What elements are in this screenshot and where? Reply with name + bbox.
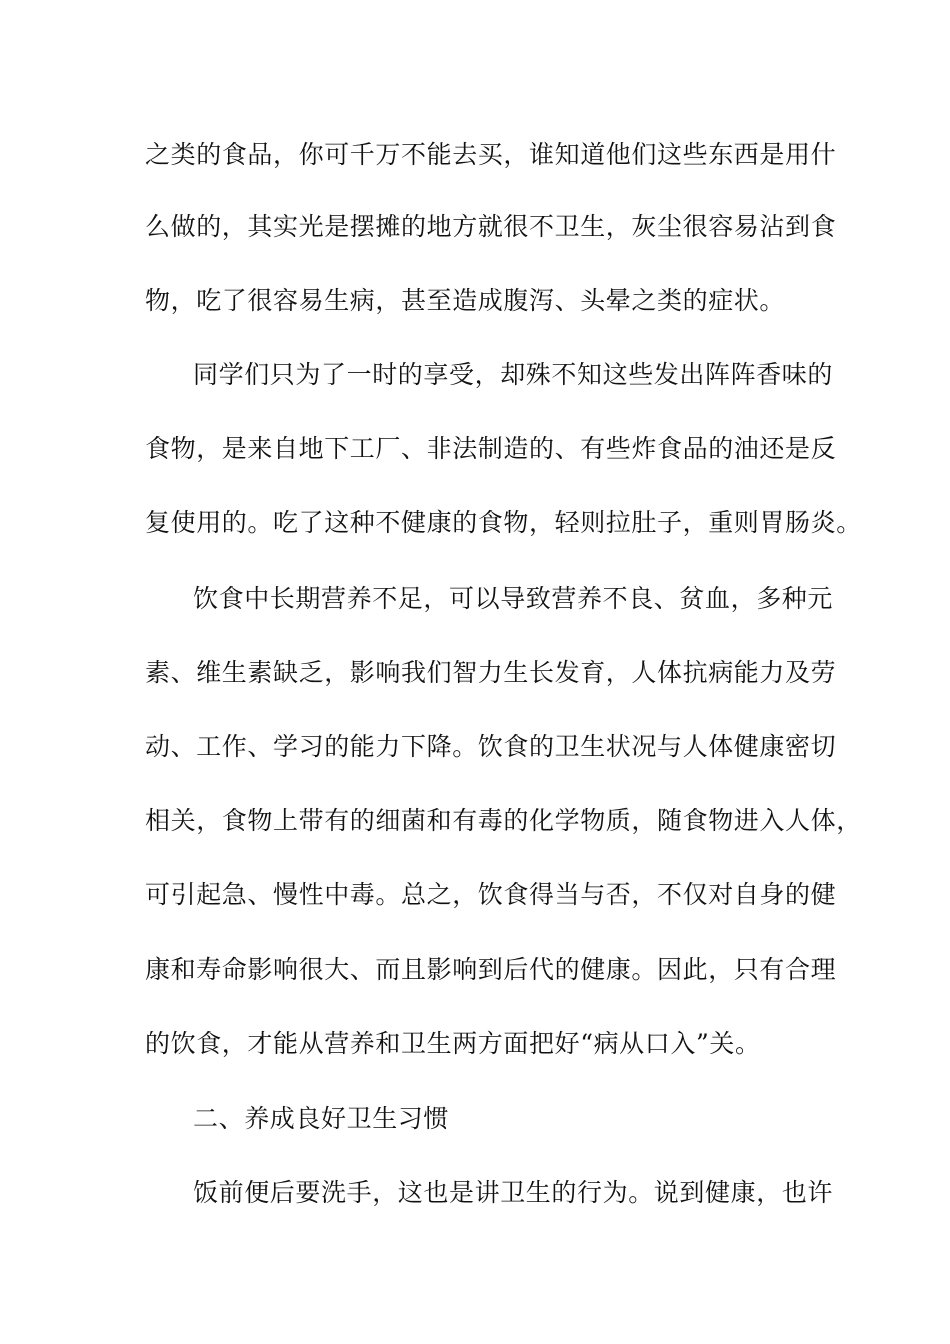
text-line: 复使用的。吃了这种不健康的食物，轻则拉肚子，重则胃肠炎。 [145, 508, 862, 537]
text-line: 康和寿命影响很大、而且影响到后代的健康。因此，只有合理 [145, 955, 837, 984]
text-line: 相关，食物上带有的细菌和有毒的化学物质，随食物进入人体， [145, 806, 862, 835]
text-line: 么做的，其实光是摆摊的地方就很不卫生，灰尘很容易沾到食 [145, 212, 837, 241]
paragraph-first-line: 同学们只为了一时的享受，却殊不知这些发出阵阵香味的 [193, 360, 834, 389]
text-line: 素、维生素缺乏，影响我们智力生长发育，人体抗病能力及劳 [145, 658, 837, 687]
paragraph-first-line: 饮食中长期营养不足，可以导致营养不良、贫血，多种元 [193, 584, 834, 613]
text-line: 的饮食，才能从营养和卫生两方面把好“病从口入”关。 [145, 1029, 761, 1058]
paragraph-first-line: 饭前便后要洗手，这也是讲卫生的行为。说到健康，也许 [193, 1178, 834, 1207]
text-line: 动、工作、学习的能力下降。饮食的卫生状况与人体健康密切 [145, 732, 837, 761]
section-heading: 二、养成良好卫生习惯 [193, 1104, 450, 1133]
text-line: 物，吃了很容易生病，甚至造成腹泻、头晕之类的症状。 [145, 286, 786, 315]
text-line: 可引起急、慢性中毒。总之，饮食得当与否，不仅对自身的健 [145, 880, 837, 909]
text-line: 之类的食品，你可千万不能去买，谁知道他们这些东西是用什 [145, 140, 837, 169]
text-line: 食物，是来自地下工厂、非法制造的、有些炸食品的油还是反 [145, 434, 837, 463]
